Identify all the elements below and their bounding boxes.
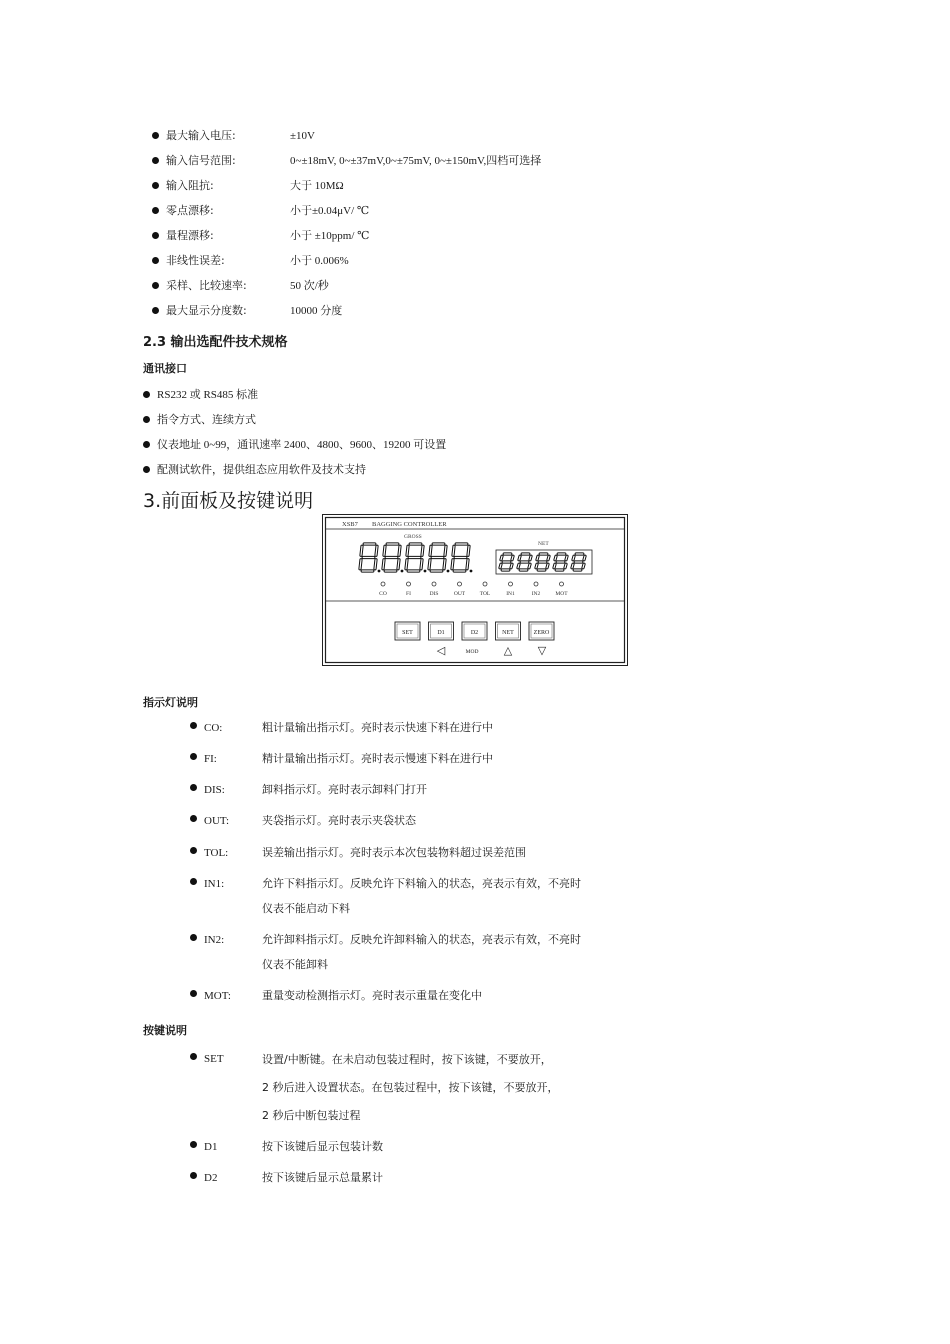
panel-key-label: NET	[502, 630, 514, 636]
comm-item-text: 指令方式、连续方式	[157, 413, 256, 426]
bullet-icon	[190, 753, 197, 760]
bullet-icon	[190, 878, 197, 885]
indicator-label: MOT:	[204, 990, 231, 1002]
led-label: CO	[379, 591, 387, 597]
bullet-icon	[190, 1141, 197, 1148]
bullet-icon	[143, 441, 150, 448]
panel-key-d1[interactable]	[429, 622, 454, 640]
section-heading-2-3: 2.3 输出选配件技术规格	[143, 335, 288, 350]
bullet-icon	[152, 157, 159, 164]
spec-label: 最大输入电压:	[166, 129, 236, 142]
indicator-desc: 误差输出指示灯。亮时表示本次包装物料超过误差范围	[262, 846, 526, 859]
panel-model: XSB7	[342, 521, 358, 528]
spec-value: 小于 ±10ppm/ ℃	[290, 230, 370, 242]
spec-label: 零点漂移:	[166, 204, 214, 217]
panel-key-label: SET	[402, 630, 413, 636]
arrow-icon: △	[503, 644, 513, 657]
indicator-desc: 粗计量输出指示灯。亮时表示快速下料在进行中	[262, 721, 493, 734]
indicator-item	[190, 719, 493, 734]
panel-key-net[interactable]	[496, 622, 521, 640]
key-item	[190, 1169, 383, 1184]
key-desc: 按下该键后显示总量累计	[262, 1171, 383, 1184]
led-label: MOT	[555, 591, 568, 597]
indicator-desc: 允许卸料指示灯。反映允许卸料输入的状态，亮表示有效，不亮时	[262, 933, 581, 946]
spec-value: ±10V	[290, 130, 315, 142]
bullet-icon	[152, 132, 159, 139]
spec-item	[152, 301, 343, 321]
indicator-item	[190, 781, 427, 796]
spec-item	[152, 276, 329, 296]
indicator-heading: 指示灯说明	[143, 696, 198, 709]
spec-value: 10000 分度	[290, 305, 343, 317]
key-item	[190, 1138, 383, 1153]
key-label: SET	[204, 1053, 224, 1065]
indicator-label: FI:	[204, 753, 217, 765]
led-label: FI	[406, 591, 411, 597]
panel-key-label: D2	[470, 630, 479, 636]
bullet-icon	[190, 1053, 197, 1060]
comm-heading: 通讯接口	[143, 362, 187, 375]
bullet-icon	[143, 391, 150, 398]
key-desc: 按下该键后显示包装计数	[262, 1140, 383, 1153]
bullet-icon	[190, 815, 197, 822]
led-label: OUT	[453, 591, 466, 597]
panel-key-label: D1	[437, 630, 445, 636]
indicator-item	[190, 931, 581, 971]
spec-item	[152, 151, 542, 171]
comm-item-text: 配测试软件，提供组态应用软件及技术支持	[157, 463, 366, 476]
indicator-desc: 仪表不能卸料	[262, 958, 328, 971]
bullet-icon	[152, 307, 159, 314]
list-item	[143, 385, 258, 405]
spec-item	[152, 251, 349, 271]
front-panel-diagram	[322, 514, 628, 666]
spec-value: 大于 10MΩ	[290, 180, 344, 192]
panel-key-set[interactable]	[395, 622, 420, 640]
key-label: D2	[204, 1172, 218, 1184]
indicator-desc: 卸料指示灯。亮时表示卸料门打开	[262, 783, 427, 796]
panel-key-zero[interactable]	[529, 622, 554, 640]
panel-name: BAGGING CONTROLLER	[372, 521, 447, 528]
bullet-icon	[152, 257, 159, 264]
spec-item	[152, 226, 370, 246]
bullet-icon	[190, 722, 197, 729]
key-item	[190, 1050, 559, 1122]
key-desc: 2 秒后中断包装过程	[262, 1109, 361, 1122]
key-heading: 按键说明	[143, 1024, 187, 1037]
comm-item-text: 仪表地址 0~99，通讯速率 2400、4800、9600、19200 可设置	[157, 439, 447, 451]
indicator-item	[190, 844, 526, 859]
bullet-icon	[190, 934, 197, 941]
bullet-icon	[152, 232, 159, 239]
spec-item	[152, 201, 370, 221]
net-label: NET	[538, 541, 549, 547]
led-label: TOL	[479, 591, 491, 597]
spec-label: 输入阻抗:	[166, 179, 214, 192]
indicator-item	[190, 987, 482, 1002]
indicator-desc: 精计量输出指示灯。亮时表示慢速下料在进行中	[262, 752, 493, 765]
spec-value: 50 次/秒	[290, 280, 329, 292]
comm-item-text: RS232 或 RS485 标准	[157, 389, 259, 401]
key-desc: 设置/中断键。在未启动包装过程时，按下该键，不要放开，	[262, 1053, 552, 1066]
spec-label: 采样、比较速率:	[166, 279, 247, 292]
spec-label: 最大显示分度数:	[166, 304, 247, 317]
key-label: D1	[204, 1141, 218, 1153]
mod-label: MOD	[465, 649, 479, 655]
indicator-item	[190, 750, 493, 765]
key-desc: 2 秒后进入设置状态。在包装过程中，按下该键，不要放开，	[262, 1081, 559, 1094]
spec-label: 量程漂移:	[166, 229, 214, 242]
spec-value: 小于 0.006%	[290, 255, 349, 267]
indicator-label: OUT:	[204, 815, 230, 827]
spec-value: 0~±18mV, 0~±37mV,0~±75mV, 0~±150mV,四档可选择	[290, 155, 542, 167]
spec-value: 小于±0.04μV/ ℃	[290, 205, 370, 217]
section-heading-3: 3.前面板及按键说明	[143, 490, 314, 512]
gross-label: GROSS	[404, 534, 422, 540]
led-label: DIS	[429, 591, 439, 597]
list-item	[143, 410, 256, 430]
bullet-icon	[152, 282, 159, 289]
indicator-desc: 重量变动检测指示灯。亮时表示重量在变化中	[262, 989, 482, 1002]
indicator-label: CO:	[204, 722, 223, 734]
arrow-icon: ▽	[537, 644, 547, 657]
bullet-icon	[152, 182, 159, 189]
list-item	[143, 435, 446, 455]
indicator-desc: 允许下料指示灯。反映允许下料输入的状态，亮表示有效，不亮时	[262, 877, 581, 890]
indicator-label: TOL:	[204, 847, 229, 859]
spec-item	[152, 126, 315, 146]
spec-label: 输入信号范围:	[166, 154, 236, 167]
bullet-icon	[152, 207, 159, 214]
indicator-item	[190, 812, 416, 827]
panel-key-label: ZERO	[533, 630, 550, 636]
bullet-icon	[190, 1172, 197, 1179]
indicator-label: IN1:	[204, 878, 225, 890]
bullet-icon	[143, 416, 150, 423]
spec-label: 非线性误差:	[166, 254, 225, 267]
indicator-desc: 夹袋指示灯。亮时表示夹袋状态	[262, 814, 416, 827]
arrow-icon: ◁	[436, 644, 446, 657]
list-item	[143, 460, 366, 480]
bullet-icon	[190, 784, 197, 791]
bullet-icon	[190, 990, 197, 997]
spec-item	[152, 176, 344, 196]
indicator-label: DIS:	[204, 784, 225, 796]
led-label: IN2	[531, 591, 541, 597]
bullet-icon	[190, 847, 197, 854]
panel-key-d2[interactable]	[462, 622, 487, 640]
bullet-icon	[143, 466, 150, 473]
led-label: IN1	[506, 591, 515, 597]
indicator-desc: 仪表不能启动下料	[262, 902, 350, 915]
indicator-label: IN2:	[204, 934, 225, 946]
indicator-item	[190, 875, 581, 915]
